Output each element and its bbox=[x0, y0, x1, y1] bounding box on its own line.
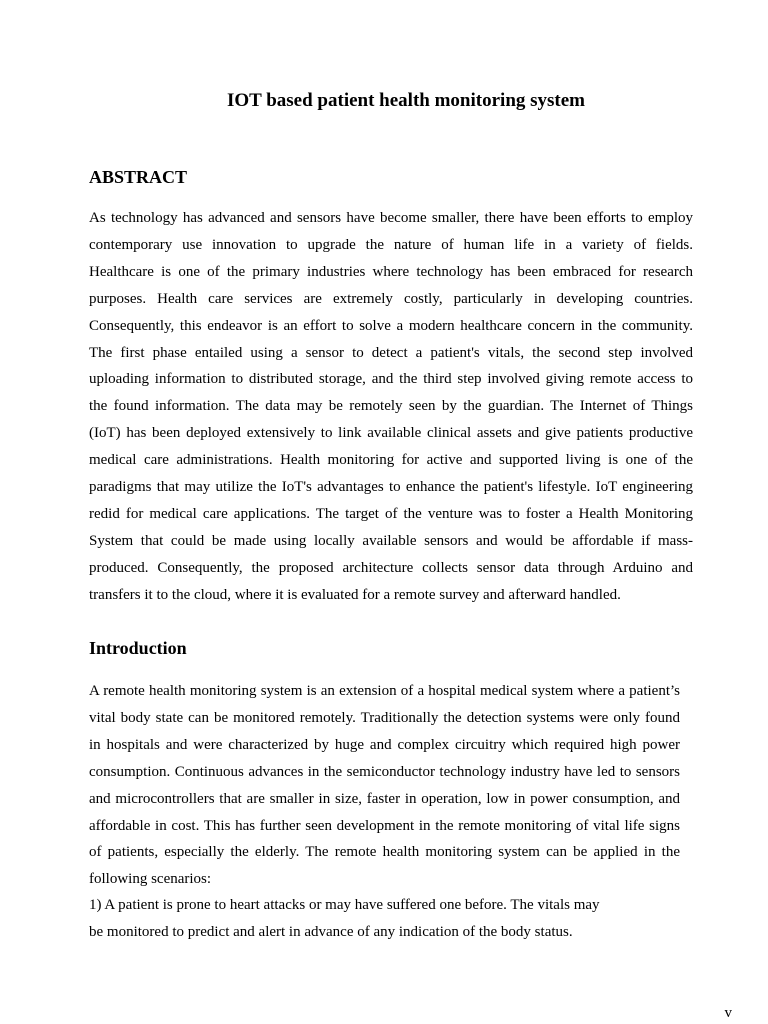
introduction-line: and microcontrollers that are smaller in size, faster in operation, low in power consumption, and bbox=[89, 790, 680, 807]
abstract-line: paradigms that may utilize the IoT's advantages to enhance the patient's lifestyle. IoT engineering bbox=[89, 479, 693, 496]
introduction-line: of patients, especially the elderly. The remote health monitoring system can be applied in the bbox=[89, 844, 680, 861]
abstract-line: redid for medical care applications. The target of the venture was to foster a Health Monitoring bbox=[89, 505, 693, 522]
abstract-line: the found information. The data may be remotely seen by the guardian. The Internet of Things bbox=[89, 398, 693, 415]
abstract-line: (IoT) has been deployed extensively to link available clinical assets and give patients productive bbox=[89, 425, 693, 442]
abstract-line: As technology has advanced and sensors have become smaller, there have been efforts to employ bbox=[89, 210, 693, 226]
abstract-line: uploading information to distributed storage, and the third step involved giving remote access to bbox=[89, 371, 693, 388]
abstract-line: transfers it to the cloud, where it is evaluated for a remote survey and afterward handled. bbox=[89, 586, 621, 603]
introduction-line: A remote health monitoring system is an extension of a hospital medical system where a patient’s bbox=[89, 683, 680, 699]
abstract-line: purposes. Health care services are extremely costly, particularly in developing countries. bbox=[89, 290, 693, 307]
abstract-line: medical care administrations. Health monitoring for active and supported living is one of the bbox=[89, 452, 693, 469]
introduction-line: consumption. Continuous advances in the semiconductor technology industry have led to sensors bbox=[89, 763, 680, 780]
abstract-line: Healthcare is one of the primary industries where technology has been embraced for research bbox=[89, 263, 693, 280]
list-item-1: 1) A patient is prone to heart attacks or may have suffered one before. The vitals may bbox=[89, 897, 600, 913]
introduction-line: following scenarios: bbox=[89, 871, 212, 888]
introduction-line: in hospitals and were characterized by huge and complex circuitry which required high power bbox=[89, 736, 680, 753]
abstract-line: contemporary use innovation to upgrade the nature of human life in a variety of fields. bbox=[89, 236, 693, 253]
document-title: IOT based patient health monitoring system bbox=[226, 90, 586, 111]
abstract-line: The first phase entailed using a sensor to detect a patient's vitals, the second step involved bbox=[89, 344, 693, 361]
page-number: v bbox=[724, 1005, 732, 1021]
introduction-line: affordable in cost. This has further seen development in the remote monitoring of vital life signs bbox=[89, 817, 680, 834]
abstract-line: produced. Consequently, the proposed architecture collects sensor data through Arduino and bbox=[89, 559, 693, 576]
list-item-1-continuation: be monitored to predict and alert in advance of any indication of the body status. bbox=[89, 924, 573, 940]
introduction-line: vital body state can be monitored remotely. Traditionally the detection systems were only found bbox=[89, 709, 680, 726]
abstract-heading: ABSTRACT bbox=[89, 167, 188, 187]
abstract-line: Consequently, this endeavor is an effort to solve a modern healthcare concern in the community. bbox=[89, 317, 693, 334]
introduction-heading: Introduction bbox=[89, 638, 187, 658]
abstract-paragraph bbox=[89, 205, 693, 609]
introduction-paragraph bbox=[89, 678, 680, 893]
abstract-line: System that could be made using locally available sensors and would be affordable if mass- bbox=[89, 532, 693, 549]
